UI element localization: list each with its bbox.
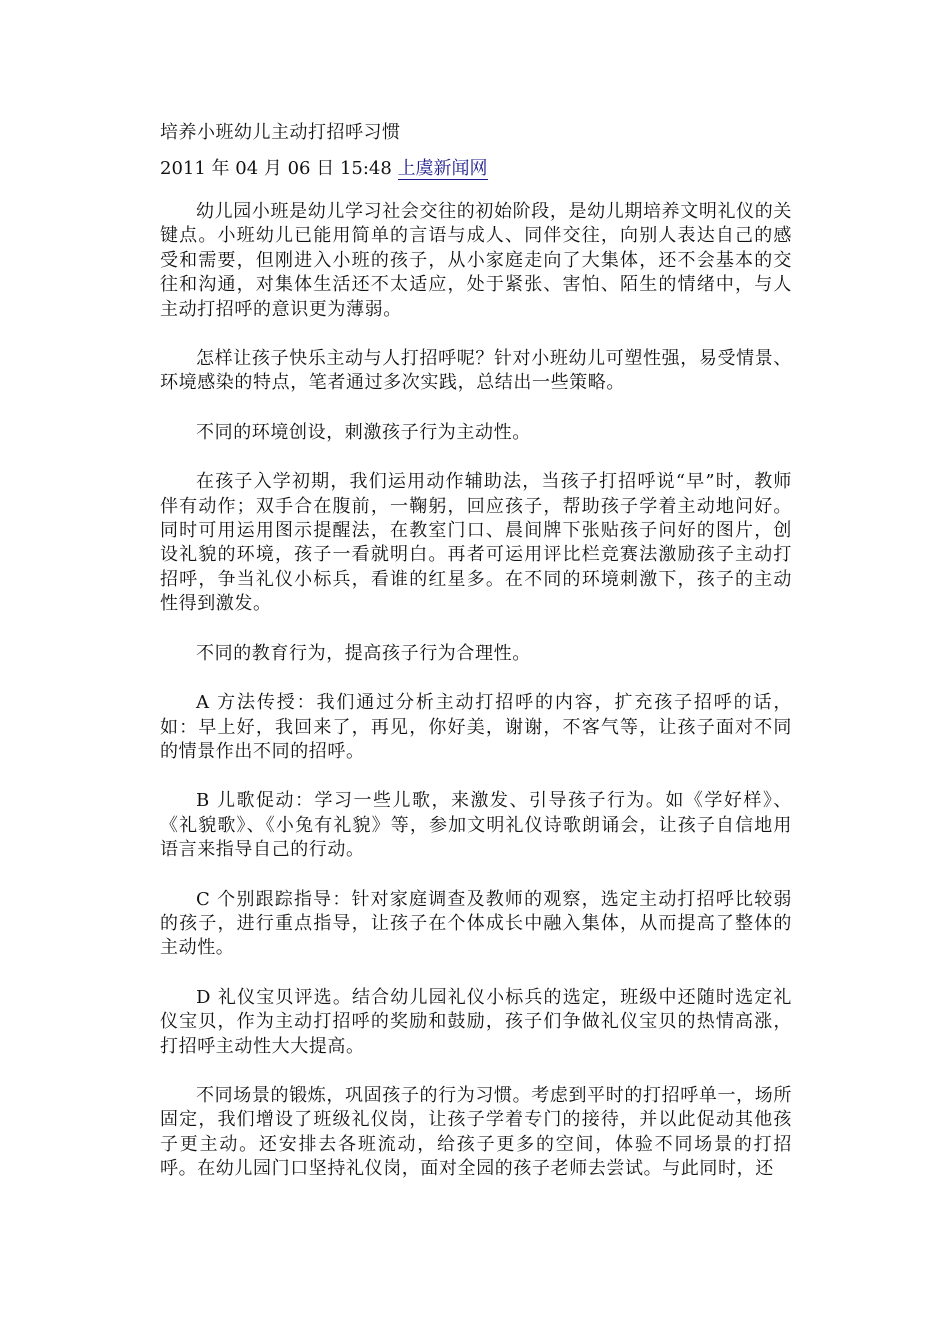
paragraph: 不同场景的锻炼，巩固孩子的行为习惯。考虑到平时的打招呼单一，场所固定，我们增设了班级礼仪岗，让孩子学着专门的接待，并以此促动其他孩子更主动。还安排去各班流动，给孩子更多的空间，体验不同场景的打招呼。在幼儿园门口坚持礼仪岗，面对全园的孩子老师去尝试。与此同时，还: [160, 1084, 792, 1180]
source-link[interactable]: 上虞新闻网: [397, 158, 488, 179]
article-title: 培养小班幼儿主动打招呼习惯: [160, 122, 401, 143]
paragraph: 怎样让孩子快乐主动与人打招呼呢？针对小班幼儿可塑性强，易受情景、环境感染的特点，笔者通过多次实践，总结出一些策略。: [160, 348, 792, 394]
document-page: [160, 120, 792, 1207]
paragraph: 在孩子入学初期，我们运用动作辅助法，当孩子打招呼说“早”时，教师伴有动作；双手合在腹前，一鞠躬，回应孩子，帮助孩子学着主动地问好。同时可用运用图示提醒法，在教室门口、晨间牌下张贴孩子问好的图片，创设礼貌的环境，孩子一看就明白。再者可运用评比栏竞赛法激励孩子主动打招呼，争当礼仪小标兵，看谁的红星多。在不同的环境刺激下，孩子的主动性得到激发。: [160, 471, 792, 615]
publish-date: 2011 年 04 月 06 日 15:48: [160, 158, 392, 179]
article-body: [160, 200, 792, 1182]
paragraph: B 儿歌促动：学习一些儿歌，来激发、引导孩子行为。如《学好样》、《礼貌歌》、《小兔有礼貌》等，参加文明礼仪诗歌朗诵会，让孩子自信地用语言来指导自己的行动。: [160, 790, 792, 861]
section-heading: 不同的环境创设，刺激孩子行为主动性。: [196, 421, 531, 443]
paragraph: C 个别跟踪指导：针对家庭调查及教师的观察，选定主动打招呼比较弱的孩子，进行重点指导，让孩子在个体成长中融入集体，从而提高了整体的主动性。: [160, 888, 792, 959]
paragraph: D 礼仪宝贝评选。结合幼儿园礼仪小标兵的选定，班级中还随时选定礼仪宝贝，作为主动打招呼的奖励和鼓励，孩子们争做礼仪宝贝的热情高涨，打招呼主动性大大提高。: [160, 986, 792, 1057]
section-heading: 不同的教育行为，提高孩子行为合理性。: [196, 642, 531, 664]
paragraph: 幼儿园小班是幼儿学习社会交往的初始阶段，是幼儿期培养文明礼仪的关键点。小班幼儿已能用简单的言语与成人、同伴交往，向别人表达自己的感受和需要，但刚进入小班的孩子，从小家庭走向了大集体，还不会基本的交往和沟通，对集体生活还不太适应，处于紧张、害怕、陌生的情绪中，与人主动打招呼的意识更为薄弱。: [160, 201, 792, 320]
article-meta: [160, 156, 792, 182]
paragraph: A 方法传授：我们通过分析主动打招呼的内容，扩充孩子招呼的话，如：早上好，我回来了，再见，你好美，谢谢，不客气等，让孩子面对不同的情景作出不同的招呼。: [160, 692, 792, 762]
